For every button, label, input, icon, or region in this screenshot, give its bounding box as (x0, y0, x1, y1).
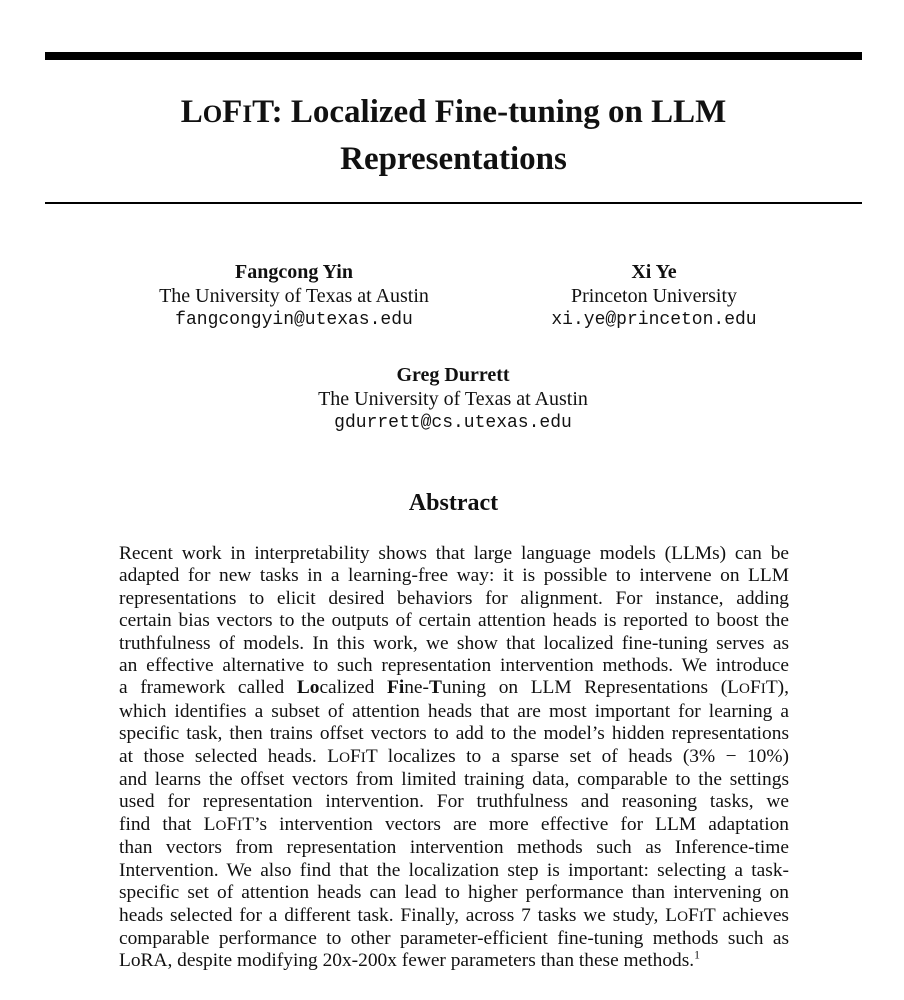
lofit-logotype: LOFIT (727, 677, 778, 699)
footnote-marker[interactable]: 1 (694, 948, 700, 962)
abstract-line: certain bias vectors to the outputs of certain attention heads is reported to boost the (119, 610, 789, 632)
abstract-line: and learns the offset vectors from limited training data, comparable to the settings (119, 769, 789, 791)
author-email[interactable]: xi.ye@princeton.edu (551, 310, 757, 330)
author-block-durrett (260, 363, 646, 435)
author-email[interactable]: fangcongyin@utexas.edu (175, 310, 413, 330)
author-affiliation: The University of Texas at Austin (318, 388, 588, 410)
abstract-line: truthfulness of models. In this work, we show that localized fine-tuning serves as (119, 632, 789, 654)
lofit-logotype: LOFIT (203, 813, 255, 835)
abstract-line-achieves: heads selected for a different task. Finally, across 7 tasks we study, LOFIT achieves (119, 904, 789, 926)
abstract-line-localizes: at those selected heads. LOFIT localizes to a sparse set of heads (3% − 10%) (119, 745, 789, 767)
author-affiliation: Princeton University (570, 285, 738, 307)
abstract-line: used for representation intervention. For truthfulness and reasoning tasks, we (119, 791, 789, 813)
author-block-ye (474, 260, 834, 332)
abstract-line: representations to elicit desired behaviors for alignment. For instance, adding (119, 587, 789, 609)
author-name: Xi Ye (631, 261, 677, 283)
abstract-line-framework: a framework called Localized Fine-Tuning on LLM Representations (LOFIT), (119, 677, 789, 699)
lofit-logotype: LOFIT (327, 745, 378, 767)
author-email[interactable]: gdurrett@cs.utexas.edu (334, 413, 572, 433)
abstract-line: an effective alternative to such representation intervention methods. We introduce (119, 655, 789, 677)
abstract-line-final: LoRA, despite modifying 20x-200x fewer parameters than these methods.$^1$ (119, 948, 700, 972)
author-name: Fangcong Yin (235, 261, 353, 283)
abstract-line: comparable performance to other parameter-efficient fine-tuning methods such as (119, 927, 789, 949)
abstract-line: than vectors from representation intervention methods such as Inference-time (119, 837, 789, 859)
lofit-logotype: LOFIT (180, 94, 272, 130)
lofit-logotype: LOFIT (665, 904, 716, 926)
author-affiliation: The University of Texas at Austin (159, 285, 429, 307)
title-rule-top (45, 52, 862, 60)
abstract-line: specific task, then trains offset vectors to add to the model’s hidden representations (119, 723, 789, 745)
author-name: Greg Durrett (396, 364, 510, 386)
title-line-2: Representations (340, 141, 567, 177)
author-block-yin (114, 260, 474, 332)
title-line-1: LOFIT: Localized Fine-tuning on LLM (180, 94, 727, 130)
abstract-line-find: find that LOFIT’s intervention vectors are more effective for LLM adaptation (119, 813, 789, 835)
abstract-line: which identifies a subset of attention heads that are most important for learning a (119, 700, 789, 722)
abstract-heading: Abstract (408, 490, 499, 516)
abstract-line: specific set of attention heads can lead to higher performance than intervening on (119, 882, 789, 904)
abstract-body (119, 543, 789, 973)
abstract-line: Intervention. We also find that the localization step is important: selecting a task- (119, 859, 789, 881)
abstract-line: Recent work in interpretability shows that large language models (LLMs) can be (119, 543, 789, 564)
paper-title (45, 90, 862, 182)
abstract-line: adapted for new tasks in a learning-free way: it is possible to intervene on LLM (119, 565, 789, 587)
title-rule-bottom (45, 202, 862, 204)
